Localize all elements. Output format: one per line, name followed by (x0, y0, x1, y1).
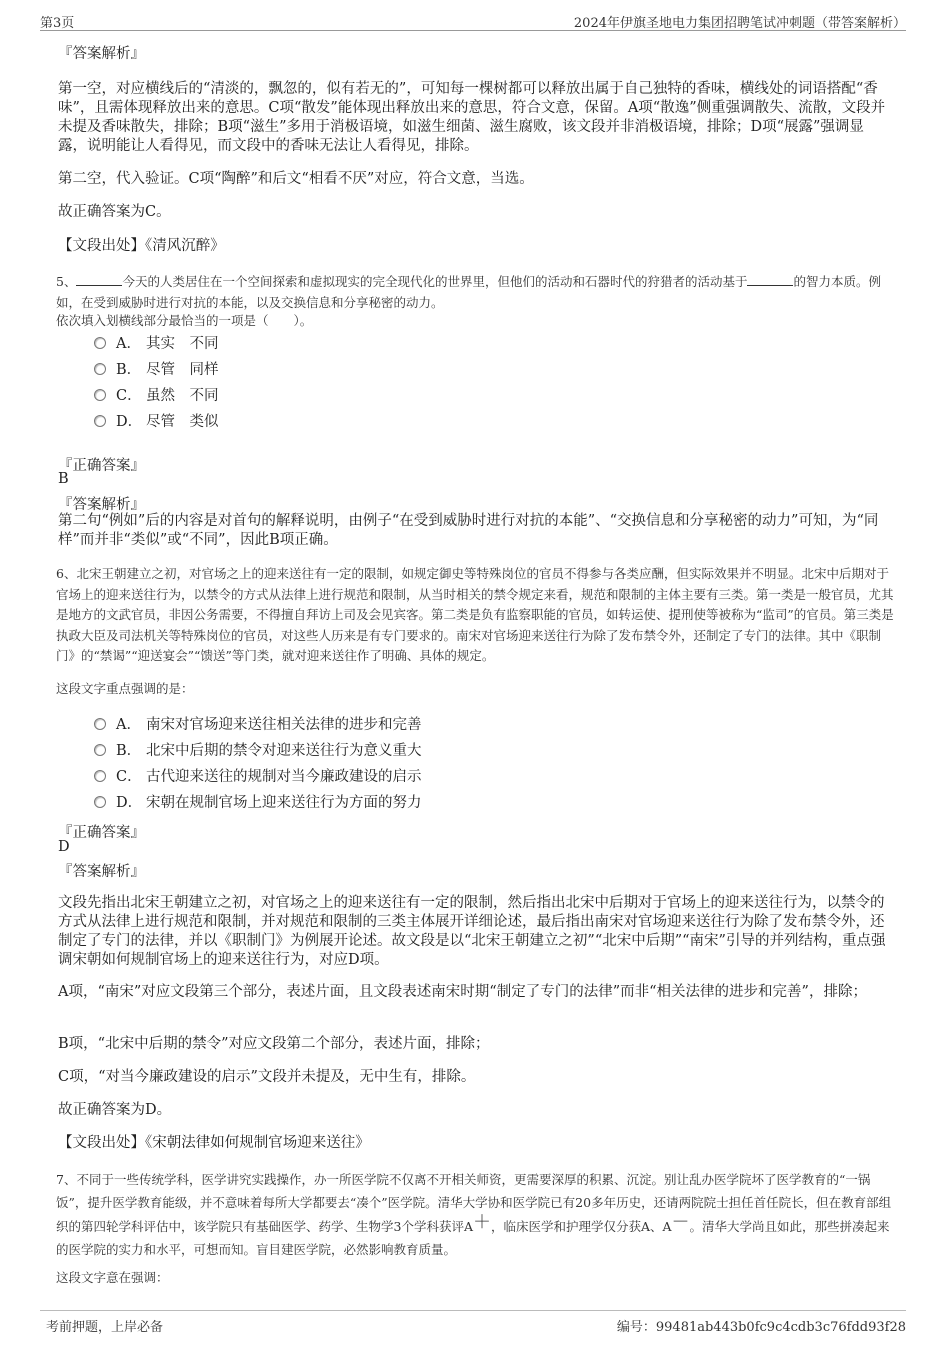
q4-analysis-p3: 故正确答案为C。 (58, 204, 171, 220)
radio-icon[interactable] (94, 415, 106, 427)
q5-option-d[interactable]: D． 尽管 类似 (94, 412, 219, 432)
q7-prompt: 这段文字意在强调： (56, 1270, 169, 1285)
q4-source: 【文段出处】《清风沉醉》 (58, 238, 225, 254)
q7-superscript-minus: － (671, 1212, 690, 1233)
radio-icon[interactable] (94, 796, 106, 808)
q7-stem-b: ，临床医学和护理学仅分获A、A (490, 1219, 672, 1234)
q6-option-a[interactable]: A． 南宋对官场迎来送往相关法律的进步和完善 (94, 715, 422, 735)
q5-correct-answer: B (58, 471, 69, 487)
q5-analysis-label: 『答案解析』 (58, 497, 145, 513)
q4-analysis-label: 『答案解析』 (58, 46, 145, 62)
q5-blank-1 (76, 273, 122, 286)
q6-analysis-p3: B项，“北宋中后期的禁令”对应文段第二个部分，表述片面，排除； (58, 1036, 490, 1052)
q5-blank-2 (747, 273, 793, 286)
radio-icon[interactable] (94, 744, 106, 756)
q6-analysis-p5: 故正确答案为D。 (58, 1102, 172, 1118)
footer-slogan: 考前押题，上岸必备 (46, 1320, 164, 1335)
q5-prompt: 依次填入划横线部分最恰当的一项是（ ）。 (56, 313, 313, 328)
q5-analysis: 第二句“例如”后的内容是对首句的解释说明，由例子“在受到威胁时进行对抗的本能”、“交换信息和分享秘密的动力”可知，为“同样”而并非“类似”或“不同”，因此B项正确。 (58, 513, 879, 548)
q5-option-b[interactable]: B． 尽管 同样 (94, 360, 219, 380)
q6-analysis-label: 『答案解析』 (58, 864, 145, 880)
document-id: 编号：99481ab443b0fc9c4cdb3c76fdd93f28 (616, 1320, 906, 1335)
q5-correct-label: 『正确答案』 (58, 458, 145, 474)
q6-analysis-p1: 文段先指出北宋王朝建立之初，对官场之上的迎来送往有一定的限制，然后指出北宋中后期对于官场上的迎来送往行为，以禁令的方式从法律上进行规范和限制，并对规范和限制的三类主体展开详细论述，最后指出南宋对官场迎来送往行为除了发布禁令外，还制定了专门的法律，并以《职制门》为例展开论述。故文段是以“北宋王朝建立之初”“北宋中后期”“南宋”引导的并列结构，重点强调宋朝如何规制官场上的迎来送往行为，对应D项。 (58, 895, 886, 968)
q6-source: 【文段出处】《宋朝法律如何规制官场迎来送往》 (58, 1135, 370, 1151)
radio-icon[interactable] (94, 389, 106, 401)
q6-option-c[interactable]: C． 古代迎来送往的规制对当今廉政建设的启示 (94, 767, 422, 787)
q6-prompt: 这段文字重点强调的是： (56, 681, 194, 696)
radio-icon[interactable] (94, 718, 106, 730)
q5-stem-a: 今天的人类居住在一个空间探索和虚拟现实的完全现代化的世界里，但他们的活动和石器时代的狩猎者的活动基于 (122, 274, 748, 289)
q6-analysis-p4: C项，“对当今廉政建设的启示”文段并未提及，无中生有，排除。 (58, 1069, 476, 1085)
radio-icon[interactable] (94, 770, 106, 782)
q6-analysis-p2: A项，“南宋”对应文段第三个部分，表述片面，且文段表述南宋时期“制定了专门的法律”而非“相关法律的进步和完善”，排除； (58, 984, 867, 1000)
q7-superscript-plus: ＋ (472, 1212, 491, 1233)
q6-correct-label: 『正确答案』 (58, 825, 145, 841)
q6-option-d[interactable]: D． 宋朝在规制官场上迎来送往行为方面的努力 (94, 793, 422, 813)
q6-stem: 6、北宋王朝建立之初，对官场之上的迎来送往有一定的限制，如规定御史等特殊岗位的官员不得参与各类应酬，但实际效果并不明显。北宋中后期对于官场上的迎来送往行为，以禁令的方式从法律上进行规范和限制，从当时相关的禁令规定来看，规范和限制的主体主要有三类。第一类是一般官员，尤其是地方的文武官员，非因公务需要，不得擅自拜访上司及会见宾客。第二类是负有监察职能的官员，如转运使、提刑使等被称为“监司”的官员。第三类是执政大臣及司法机关等特殊岗位的官员，对这些人历来是有专门要求的。南宋对官场迎来送往行为除了发布禁令外，还制定了专门的法律。其中《职制门》的“禁谒”“迎送宴会”“馈送”等门类，就对迎来送往作了明确、具体的规定。 (56, 566, 894, 663)
q5-number: 5、 (56, 274, 77, 289)
page-footer (40, 1310, 906, 1335)
q6-option-b[interactable]: B． 北宋中后期的禁令对迎来送往行为意义重大 (94, 741, 422, 761)
q6-correct-answer: D (58, 839, 70, 855)
radio-icon[interactable] (94, 337, 106, 349)
radio-icon[interactable] (94, 363, 106, 375)
q5-stem-b: 的智力本质。例如，在受到威胁时进行对抗的本能，以及交换信息和分享秘密的动力。 (56, 274, 881, 310)
q5-option-a[interactable]: A． 其实 不同 (94, 334, 219, 354)
q4-analysis-p1: 第一空，对应横线后的“清淡的，飘忽的，似有若无的”，可知每一棵树都可以释放出属于自己独特的香味，横线处的词语搭配“香味”，且需体现释放出来的意思。C项“散发”能体现出释放出来的意思，符合文意，保留。A项“散逸”侧重强调散失、流散，文段并未提及香味散失，排除；B项“滋生”多用于消极语境，如滋生细菌、滋生腐败，该文段并非消极语境，排除；D项“展露”强调显露，说明能让人看得见，而文段中的香味无法让人看得见，排除。 (58, 81, 886, 154)
q7-stem (56, 1168, 896, 1261)
q4-analysis-p2: 第二空，代入验证。C项“陶醉”和后文“相看不厌”对应，符合文意，当选。 (58, 171, 534, 187)
q5-stem (56, 272, 896, 313)
q5-option-c[interactable]: C． 虽然 不同 (94, 386, 219, 406)
q7-stem-a: 7、不同于一些传统学科，医学讲究实践操作，办一所医学院不仅离不开相关师资，更需要深厚的积累、沉淀。别让乱办医学院坏了医学教育的“一锅饭”，提升医学教育能级，并不意味着每所大学都要去“凑个”医学院。清华大学协和医学院已有20多年历史，还请两院院士担任首任院长，但在教育部组织的第四轮学科评估中，该学院只有基础医学、药学、生物学3个学科获评A (56, 1172, 892, 1234)
q7-stem-c: 。清华大学尚且如此，那些拼凑起来的医学院的实力和水平，可想而知。盲目建医学院，必然影响教育质量。 (56, 1219, 890, 1257)
page-header (40, 8, 906, 31)
document-title: 2024年伊旗圣地电力集团招聘笔试冲刺题（带答案解析） (573, 16, 906, 31)
page-number: 第3页 (40, 16, 75, 31)
